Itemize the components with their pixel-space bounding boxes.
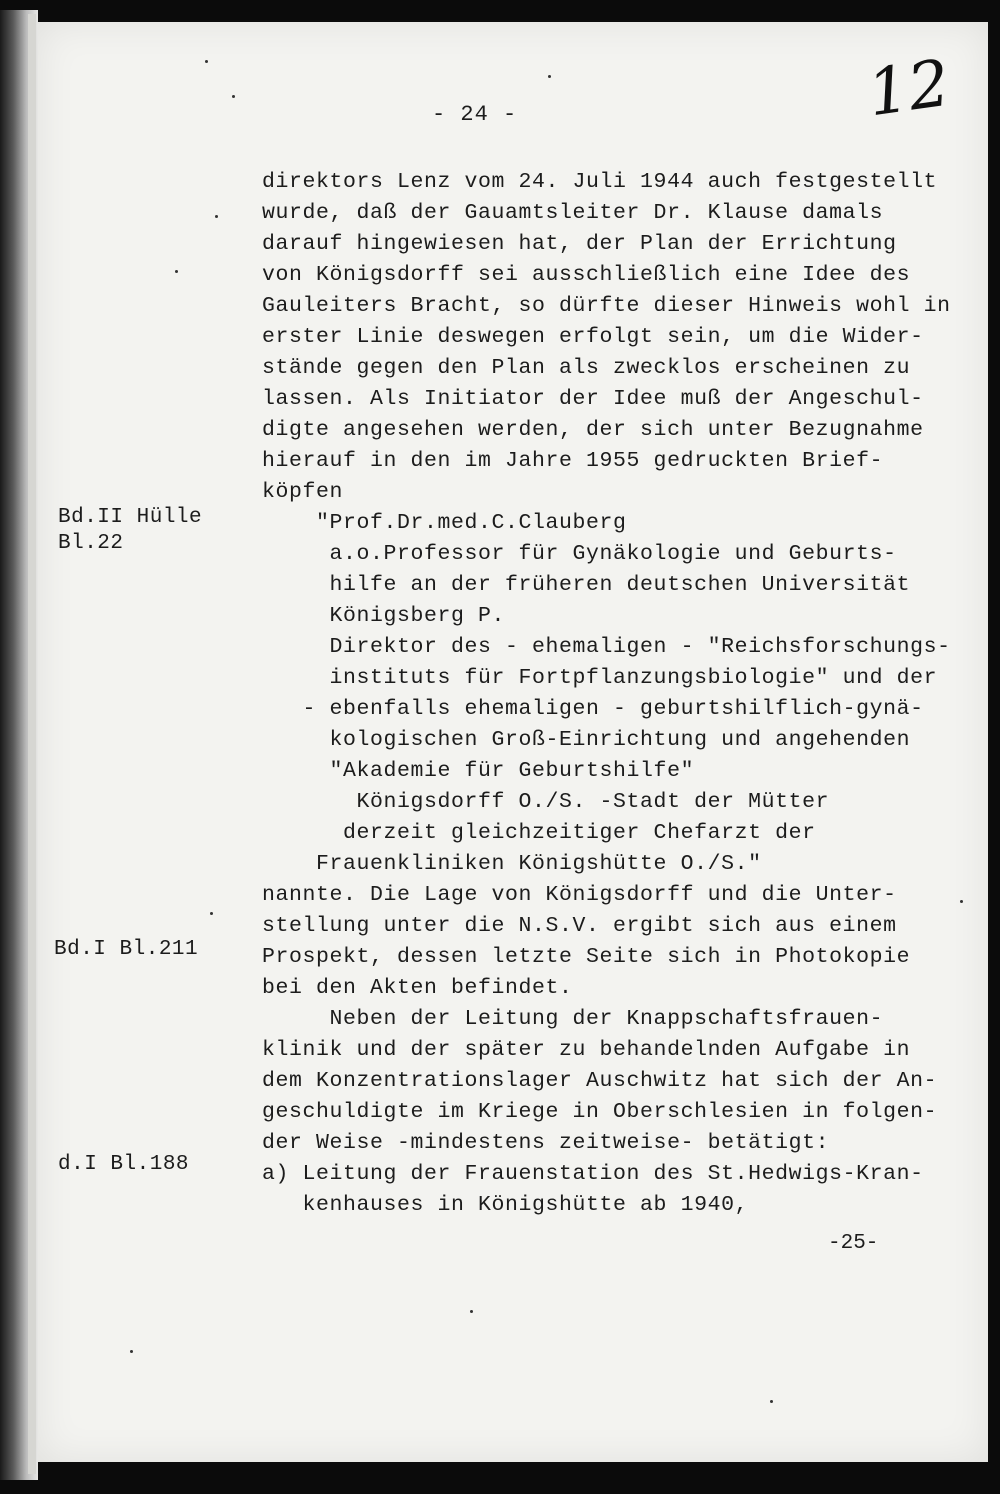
text-line: bei den Akten befindet. <box>262 976 573 1000</box>
text-line: Gauleiters Bracht, so dürfte dieser Hinweis wohl in <box>262 294 951 318</box>
text-line: kologischen Groß-Einrichtung und angehenden <box>262 728 911 752</box>
text-line: instituts für Fortpflanzungsbiologie" und der <box>262 666 938 690</box>
speck <box>960 900 963 903</box>
body-text <box>262 167 951 1221</box>
text-line: köpfen <box>262 480 344 504</box>
text-line: von Königsdorff sei ausschließlich eine Idee des <box>262 263 911 287</box>
speck <box>548 75 551 78</box>
margin-note-bl188: d.I Bl.188 <box>58 1153 190 1176</box>
speck <box>215 215 218 218</box>
text-line: dem Konzentrationslager Auschwitz hat sich der An- <box>262 1069 938 1093</box>
page-number-top: - 24 - <box>432 102 518 127</box>
speck <box>232 95 235 98</box>
text-line: "Prof.Dr.med.C.Clauberg <box>262 511 627 535</box>
text-line: geschuldigte im Kriege in Oberschlesien in folgen- <box>262 1100 938 1124</box>
text-line: kenhauses in Königshütte ab 1940, <box>262 1193 749 1217</box>
text-line: "Akademie für Geburtshilfe" <box>262 759 695 783</box>
text-line: Königsdorff O./S. -Stadt der Mütter <box>262 790 830 814</box>
speck <box>130 1350 133 1353</box>
speck <box>205 60 208 63</box>
text-line: stellung unter die N.S.V. ergibt sich aus einem <box>262 914 897 938</box>
text-line: direktors Lenz vom 24. Juli 1944 auch festgestellt <box>262 170 938 194</box>
margin-note-hulle: Bd.II Hülle Bl.22 <box>58 506 203 555</box>
text-line: hilfe an der früheren deutschen Universität <box>262 573 911 597</box>
speck <box>770 1400 773 1403</box>
text-line: lassen. Als Initiator der Idee muß der Angeschul- <box>262 387 924 411</box>
text-line: Königsberg P. <box>262 604 506 628</box>
text-line: nannte. Die Lage von Königsdorff und die Unter- <box>262 883 897 907</box>
page-edge <box>28 14 36 1474</box>
text-line: stände gegen den Plan als zwecklos erscheinen zu <box>262 356 911 380</box>
text-line: erster Linie deswegen erfolgt sein, um die Wider- <box>262 325 924 349</box>
page-number-bottom: -25- <box>828 1232 879 1255</box>
text-line: Prospekt, dessen letzte Seite sich in Photokopie <box>262 945 911 969</box>
speck <box>210 912 213 915</box>
text-line: Neben der Leitung der Knappschaftsfrauen- <box>262 1007 884 1031</box>
text-line: wurde, daß der Gauamtsleiter Dr. Klause damals <box>262 201 884 225</box>
text-line: klinik und der später zu behandelnden Aufgabe in <box>262 1038 911 1062</box>
text-line: darauf hingewiesen hat, der Plan der Errichtung <box>262 232 897 256</box>
text-line: der Weise -mindestens zeitweise- betätigt: <box>262 1131 830 1155</box>
text-line: Direktor des - ehemaligen - "Reichsforschungs- <box>262 635 951 659</box>
speck <box>175 270 178 273</box>
text-line: hierauf in den im Jahre 1955 gedruckten Brief- <box>262 449 884 473</box>
text-line: - ebenfalls ehemaligen - geburtshilflich-gynä- <box>262 697 924 721</box>
text-line: derzeit gleichzeitiger Chefarzt der <box>262 821 816 845</box>
text-line: a) Leitung der Frauenstation des St.Hedwigs-Kran- <box>262 1162 924 1186</box>
text-line: a.o.Professor für Gynäkologie und Geburts- <box>262 542 897 566</box>
text-line: digte angesehen werden, der sich unter Bezugnahme <box>262 418 924 442</box>
margin-note-bl211: Bd.I Bl.211 <box>54 938 199 961</box>
speck <box>470 1310 473 1313</box>
handwritten-folio-number: 12 <box>863 46 955 132</box>
text-line: Frauenkliniken Königshütte O./S." <box>262 852 762 876</box>
